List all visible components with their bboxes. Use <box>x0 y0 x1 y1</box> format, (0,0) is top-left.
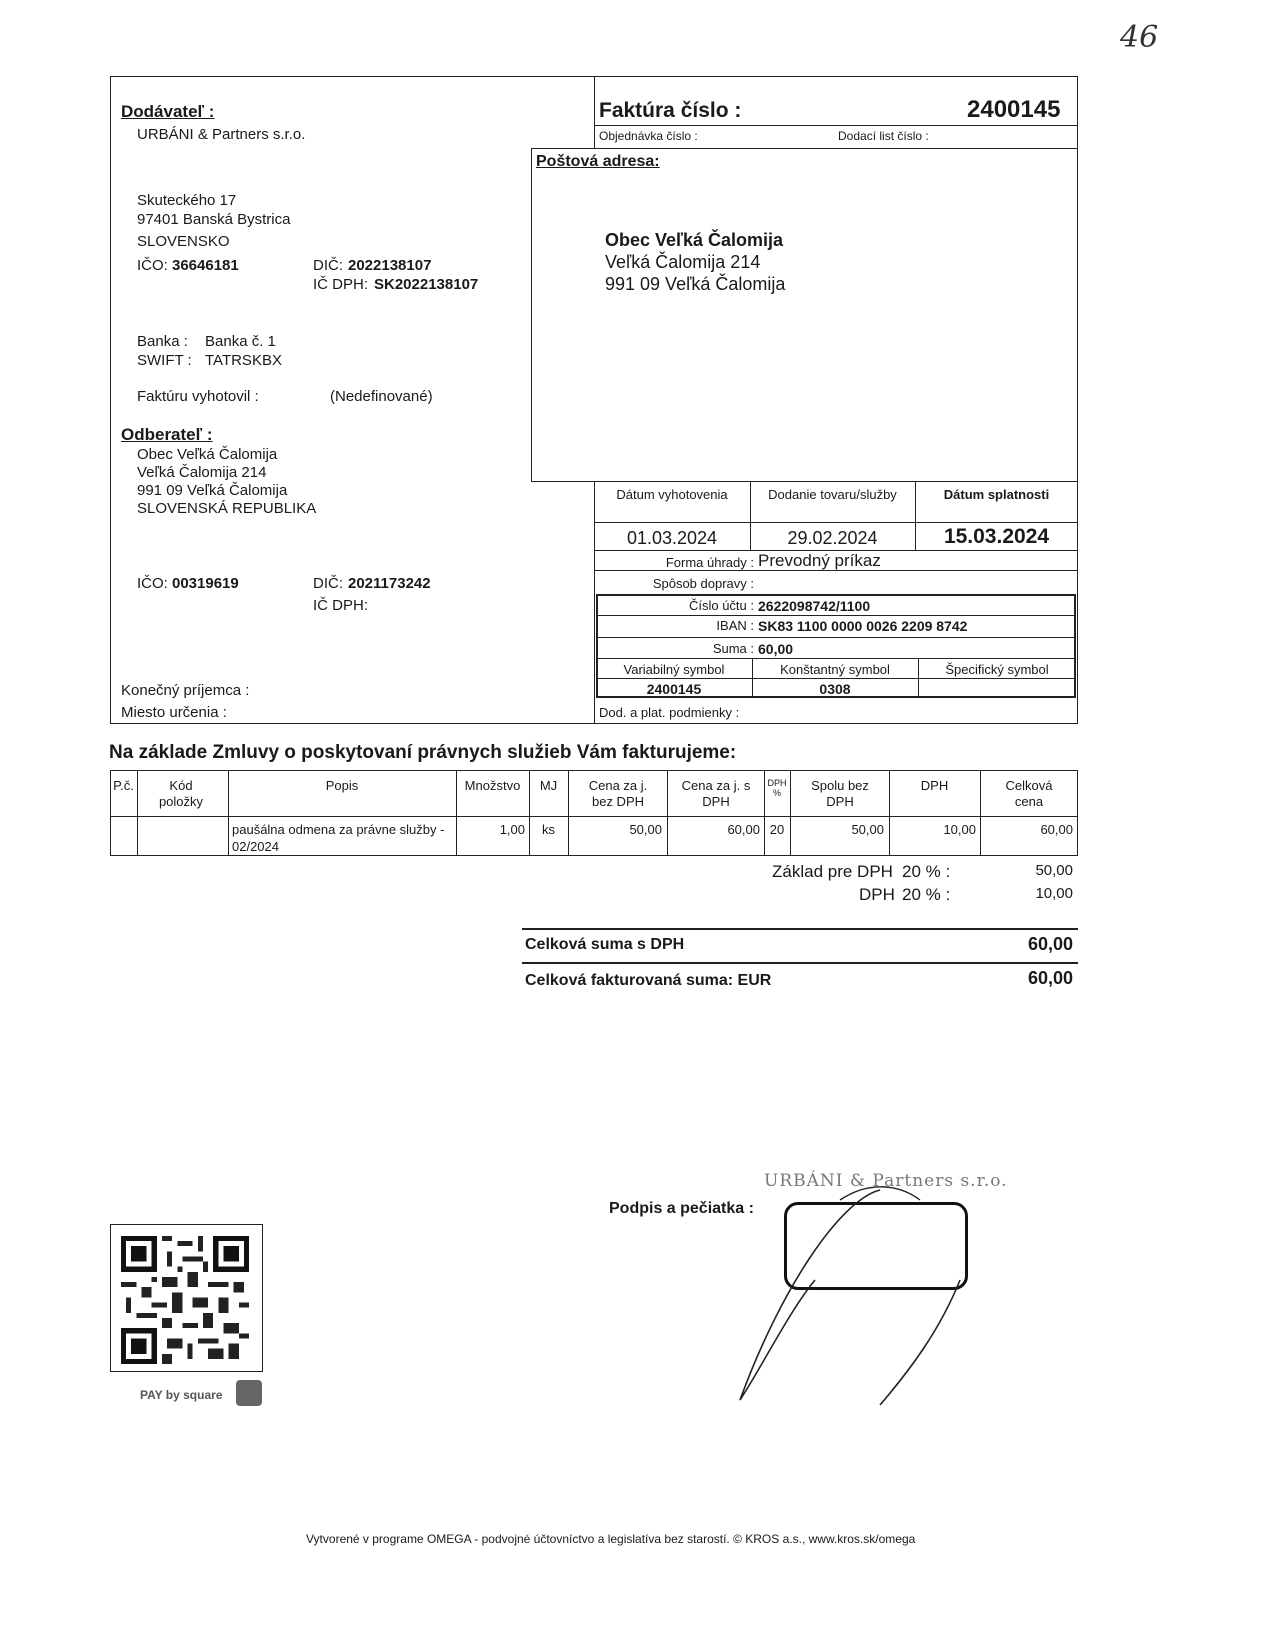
invoiced-total-label: Celková fakturovaná suma: EUR <box>525 972 772 989</box>
footer-text: Vytvorené v programe OMEGA - podvojné účtovníctvo a legislatíva bez starostí. © KROS a.s., www.kros.sk/omega <box>306 1532 916 1546</box>
pay-by-square-caption: PAY by square <box>140 1388 223 1402</box>
order-number-label: Objednávka číslo : <box>599 129 698 143</box>
postal-address-box <box>531 148 1078 482</box>
customer-ico-label: IČO: <box>137 575 168 592</box>
col-header-vat-pct: DPH % <box>767 778 787 798</box>
col-header-total: Celková cena <box>1005 778 1053 809</box>
issued-by-value: (Nedefinované) <box>330 388 433 405</box>
supplier-heading: Dodávateľ : <box>121 102 215 121</box>
variable-symbol-label: Variabilný symbol <box>623 662 725 677</box>
sum-label: Suma : <box>712 641 754 656</box>
conditions-label: Dod. a plat. podmienky : <box>599 705 740 720</box>
gross-total-value: 60,00 <box>1027 934 1073 954</box>
transport-label: Spôsob dopravy : <box>652 576 754 591</box>
specific-symbol-label: Špecifický symbol <box>945 662 1049 677</box>
vat-base-value: 50,00 <box>1035 862 1073 879</box>
supplier-street: Skuteckého 17 <box>137 192 237 209</box>
row-mj: ks <box>542 822 555 837</box>
row-unit-net: 50,00 <box>629 822 662 837</box>
variable-symbol: 2400145 <box>646 681 702 697</box>
swift-code: TATRSKBX <box>205 352 282 369</box>
customer-city: 991 09 Veľká Čalomija <box>137 482 288 499</box>
account-number: 2622098742/1100 <box>758 598 871 614</box>
account-label: Číslo účtu : <box>688 598 754 613</box>
delivery-note-label: Dodací list číslo : <box>838 129 929 143</box>
customer-icdph-label: IČ DPH: <box>313 597 369 614</box>
row-unit-gross: 60,00 <box>727 822 760 837</box>
sum-value: 60,00 <box>758 641 794 657</box>
row-total: 60,00 <box>1040 822 1073 837</box>
final-recipient-label: Konečný príjemca : <box>121 682 250 699</box>
issued-by-label: Faktúru vyhotovil : <box>137 388 259 405</box>
col-header-unit-net: Cena za j. bez DPH <box>588 778 648 809</box>
bank-name: Banka č. 1 <box>205 333 276 350</box>
col-header-vat: DPH <box>920 778 949 793</box>
supplier-city: 97401 Banská Bystrica <box>137 211 291 228</box>
col-header-unit-gross: Cena za j. s DPH <box>681 778 751 809</box>
due-date: 15.03.2024 <box>943 525 1050 548</box>
supplier-ico: 36646181 <box>172 257 239 274</box>
customer-dic: 2021173242 <box>348 575 431 592</box>
invoice-number: 2400145 <box>967 96 1061 123</box>
iban-value: SK83 1100 0000 0026 2209 8742 <box>758 618 968 634</box>
supplier-dic-label: DIČ: <box>313 257 343 274</box>
customer-ico: 00319619 <box>172 575 239 592</box>
supplier-icdph: SK2022138107 <box>374 276 479 293</box>
col-header-qty: Množstvo <box>464 778 521 793</box>
row-qty: 1,00 <box>499 822 525 837</box>
col-header-desc: Popis <box>325 778 359 793</box>
signature-label: Podpis a pečiatka : <box>609 1200 754 1217</box>
vat-base-label: Základ pre DPH <box>772 862 893 881</box>
customer-heading: Odberateľ : <box>121 425 213 444</box>
bank-label: Banka : <box>137 333 188 350</box>
supplier-name: URBÁNI & Partners s.r.o. <box>137 126 306 143</box>
col-header-code: Kód položky <box>158 778 204 809</box>
postal-city: 991 09 Veľká Čalomija <box>605 274 786 294</box>
issue-date-label: Dátum vyhotovenia <box>616 487 728 502</box>
row-vat: 10,00 <box>943 822 976 837</box>
pay-by-square-logo-icon <box>236 1380 262 1406</box>
delivery-date: 29.02.2024 <box>787 528 878 548</box>
payment-form: Prevodný príkaz <box>758 551 881 570</box>
customer-country: SLOVENSKÁ REPUBLIKA <box>137 500 317 517</box>
vat-pct: 20 % : <box>902 885 951 904</box>
vat-base-pct: 20 % : <box>902 862 951 881</box>
handwritten-signature <box>720 1170 1020 1420</box>
col-header-total-net: Spolu bez DPH <box>811 778 869 809</box>
delivery-date-label: Dodanie tovaru/služby <box>768 487 897 502</box>
intro-text: Na základe Zmluvy o poskytovaní právnych služieb Vám fakturujeme: <box>109 742 737 763</box>
constant-symbol-label: Konštantný symbol <box>780 662 890 677</box>
constant-symbol: 0308 <box>819 681 851 697</box>
gross-total-label: Celková suma s DPH <box>525 936 685 953</box>
due-date-label: Dátum splatnosti <box>943 487 1050 502</box>
row-vat-pct: 20 <box>769 822 785 837</box>
swift-label: SWIFT : <box>137 352 192 369</box>
supplier-country: SLOVENSKO <box>137 233 230 250</box>
customer-name: Obec Veľká Čalomija <box>137 446 278 463</box>
vat-value: 10,00 <box>1035 885 1073 902</box>
col-header-mj: MJ <box>539 778 558 793</box>
invoice-title: Faktúra číslo : <box>599 99 742 122</box>
invoiced-total-value: 60,00 <box>1027 968 1073 988</box>
postal-name: Obec Veľká Čalomija <box>605 230 784 250</box>
vat-label: DPH <box>859 885 895 904</box>
col-header-pc: P.č. <box>113 778 134 793</box>
payment-form-label: Forma úhrady : <box>665 555 754 570</box>
qr-code-icon <box>121 1236 249 1364</box>
destination-label: Miesto určenia : <box>121 704 227 721</box>
company-stamp: URBÁNI & Partners s.r.o. <box>764 1171 1008 1191</box>
row-total-net: 50,00 <box>851 822 884 837</box>
customer-street: Veľká Čalomija 214 <box>137 464 267 481</box>
row-desc: paušálna odmena za právne služby - 02/2024 <box>232 822 445 854</box>
issue-date: 01.03.2024 <box>626 528 718 548</box>
supplier-ico-label: IČO: <box>137 257 168 274</box>
frame-divider <box>594 76 595 148</box>
iban-label: IBAN : <box>716 618 754 633</box>
customer-dic-label: DIČ: <box>313 575 343 592</box>
page-number: 46 <box>1120 20 1159 55</box>
supplier-icdph-label: IČ DPH: <box>313 276 369 293</box>
postal-street: Veľká Čalomija 214 <box>605 252 761 272</box>
supplier-dic: 2022138107 <box>348 257 432 274</box>
postal-heading: Poštová adresa: <box>536 153 660 170</box>
